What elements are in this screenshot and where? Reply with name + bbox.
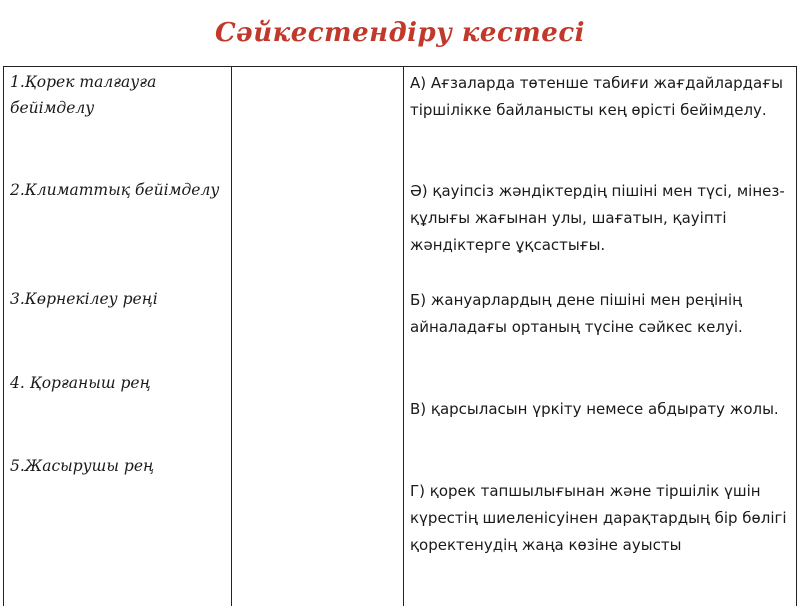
answer-v: В) қарсыласын үркіту немесе абдырату жолы. [410, 400, 779, 418]
left-item-3: 3.Көрнекілеу реңі [10, 290, 158, 308]
left-column [4, 67, 232, 606]
answer-g: Г) қорек тапшылығынан және тіршілік үшін күрестің шиеленісуінен дарақтардың бір бөлігі қоректенудің жаңа көзіне ауысты [410, 482, 787, 554]
matching-table [3, 66, 797, 606]
left-item-4: 4. Қорғаныш рең [10, 374, 151, 392]
left-item-5: 5.Жасырушы рең [10, 457, 155, 475]
answer-ae: Ә) қауіпсіз жәндіктердің пішіні мен түсі, мінез-құлығы жағынан улы, шағатын, қауіпті жәндіктерге ұқсастығы. [410, 182, 785, 254]
answer-b: Б) жануарлардың дене пішіні мен реңінің айналадағы ортаның түсіне сәйкес келуі. [410, 291, 743, 336]
left-item-1: 1.Қорек талғауға бейімделу [10, 73, 157, 117]
answer-a: А) Ағзаларда төтенше табиғи жағдайлардағы тіршілікке байланысты кең өрісті бейімделу. [410, 74, 783, 119]
page-title: Сәйкестендіру кестесі [214, 18, 586, 48]
left-item-2: 2.Климаттық бейімделу [10, 181, 220, 199]
answer-blank-column [232, 67, 404, 606]
right-column [404, 67, 796, 606]
